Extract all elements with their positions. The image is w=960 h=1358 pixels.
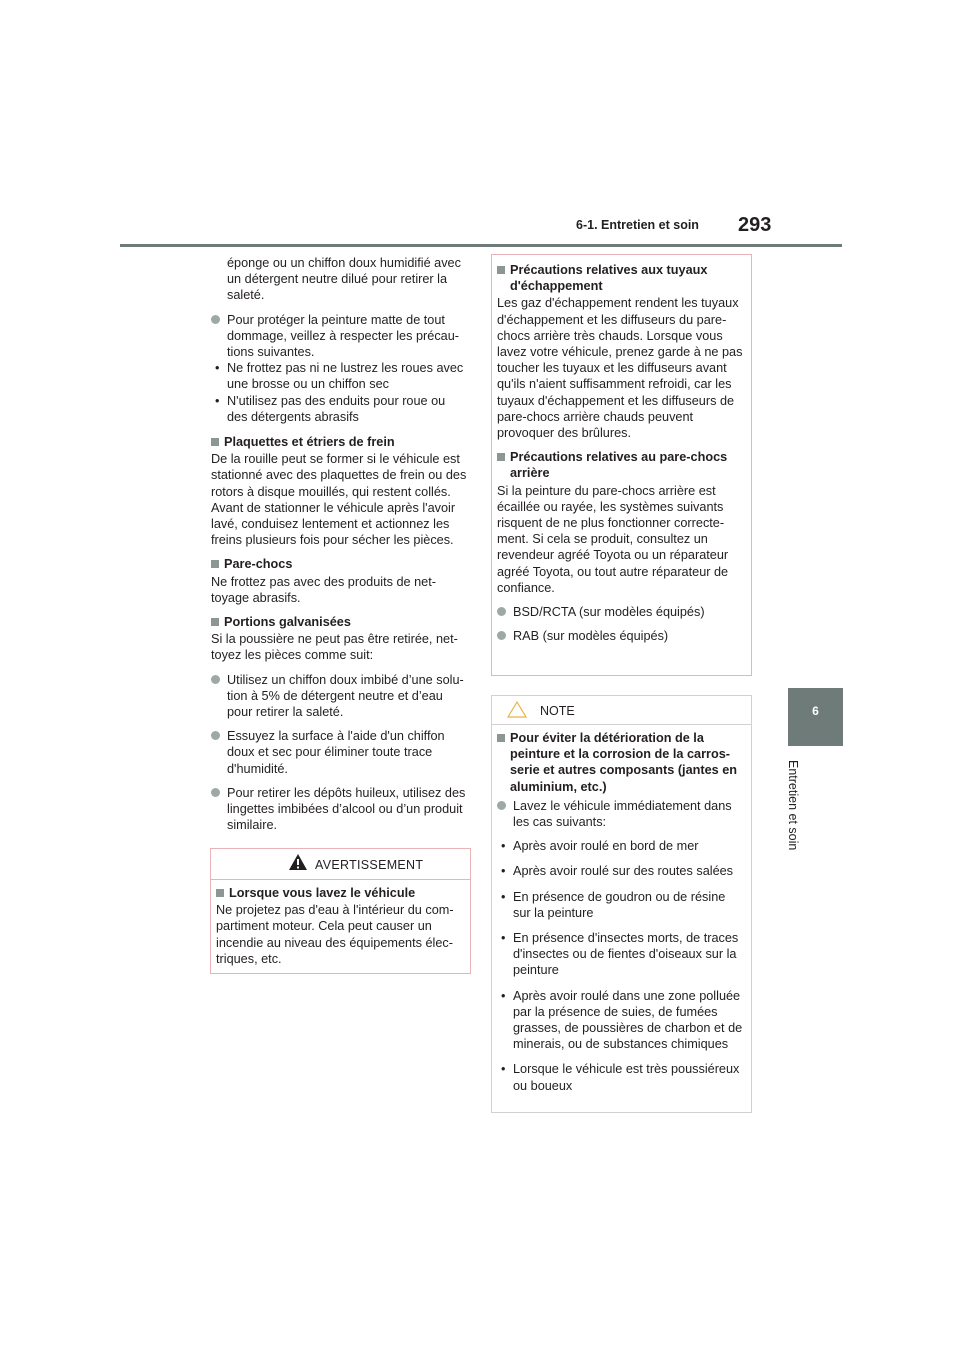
chapter-tab-label [786, 760, 806, 880]
left-column [211, 255, 469, 842]
warning-text: Ne projetez pas d'eau à l'intérieur du compartiment moteur. Cela peut causer un incendie au niveau des équipements électriques, etc. [216, 903, 454, 966]
dash-marker-icon: • [501, 839, 506, 854]
warning-box-title: AVERTISSEMENT [211, 849, 470, 880]
note-case-2: • Après avoir roulé sur des routes salées [501, 864, 734, 879]
precaution-bullet-1: BSD/RCTA (sur modèles équipés) [497, 604, 746, 620]
rear-bumper-heading: Précautions relatives au pare-chocs arrière [497, 449, 746, 481]
galvanized-bullet-1: Utilisez un chiffon doux imbibé d’une solution à 5% de détergent neutre et d’eau pour retirer la saleté. [211, 672, 469, 721]
note-box-title: NOTE [492, 696, 751, 725]
bullet-dot-icon [497, 801, 506, 810]
page-number: 293 [738, 214, 772, 236]
exhaust-text: Les gaz d'échappement rendent les tuyaux d'échappement et les diffuseurs du pare-chocs arrière très chauds. Lorsque vous lavez votre véhicule, prenez garde à ne pas toucher les tuyaux et les diffuseurs avant qu'ils n'aient suffisamment refroidi, car les tuyaux d'échappement et les diffuseurs de pare-chocs arrière chauds peuvent provoquer des brûlures. [497, 296, 743, 441]
bullet-dot-icon [211, 788, 220, 797]
matte-bullet: Pour protéger la peinture matte de tout dommage, veillez à respecter les précautions suivantes. [211, 312, 469, 361]
warning-triangle-icon [289, 854, 307, 870]
chapter-tab [788, 688, 843, 746]
chapter-label: Entretien et soin [786, 760, 800, 851]
square-marker-icon [211, 438, 219, 446]
intro-continuation: éponge ou un chiffon doux humidifié avec un détergent neutre dilué pour retirer la saleté. [227, 256, 461, 303]
bullet-dot-icon [211, 731, 220, 740]
square-marker-icon [211, 618, 219, 626]
dash-marker-icon: • [501, 889, 506, 904]
square-marker-icon [216, 889, 224, 897]
chapter-number: 6 [812, 704, 819, 718]
dash-marker-icon: • [215, 361, 220, 376]
note-bullet: Lavez le véhicule immédiatement dans les cas suivants: [497, 798, 746, 830]
note-case-1: • Après avoir roulé en bord de mer [501, 839, 699, 854]
header-section: 6-1. Entretien et soin [576, 218, 699, 232]
note-heading: Pour éviter la détérioration de la peinture et la corrosion de la carrosserie et autres composants (jantes en aluminium, etc.) [497, 730, 746, 795]
square-marker-icon [211, 560, 219, 568]
bullet-dot-icon [211, 675, 220, 684]
warning-box [210, 848, 471, 974]
square-marker-icon [497, 453, 505, 461]
bumpers-heading: Pare-chocs [211, 556, 469, 572]
dash-marker-icon: • [215, 393, 220, 408]
precaution-bullet-2: RAB (sur modèles équipés) [497, 628, 746, 644]
header-rule [120, 244, 842, 247]
bullet-dot-icon [497, 631, 506, 640]
galvanized-bullet-2: Essuyez la surface à l'aide d'un chiffon doux et sec pour éliminer toute trace d'humidité. [211, 728, 469, 777]
bullet-dot-icon [211, 315, 220, 324]
galvanized-text: Si la poussière ne peut pas être retirée, nettoyez les pièces comme suit: [211, 632, 458, 663]
square-marker-icon [497, 734, 505, 742]
warning-heading: Lorsque vous lavez le véhicule [216, 885, 465, 901]
dash-marker-icon: • [501, 931, 506, 946]
note-case-4: • En présence d'insectes morts, de traces d'insectes ou de fientes d'oiseaux sur la peinture [501, 931, 739, 978]
brakes-text: De la rouille peut se former si le véhicule est stationné avec des plaquettes de frein ou des rotors à disque mouillés, qui restent collés. Avant de stationner le véhicule après l'avoir lavé, conduisez lentement et actionnez les freins plusieurs fois pour sécher les pièces. [211, 452, 467, 548]
dash-marker-icon: • [501, 1062, 506, 1077]
dash-marker-icon: • [501, 988, 506, 1003]
note-case-5: • Après avoir roulé dans une zone polluée par la présence de suies, de fumées grasses, de poussières de charbon et de minerais, ou de substances chimiques [501, 988, 743, 1052]
exhaust-heading: Précautions relatives aux tuyaux d'échappement [497, 262, 746, 294]
dash-marker-icon: • [501, 864, 506, 879]
rear-bumper-text: Si la peinture du pare-chocs arrière est écaillée ou rayée, les systèmes suivants risquent de ne plus fonctionner correctement. Si cela se produit, consultez un revendeur agréé Toyota ou un réparateur agréé Toyota, ou tout autre réparateur de confiance. [497, 483, 729, 595]
square-marker-icon [497, 266, 505, 274]
note-case-3: • En présence de goudron ou de résine sur la peinture [501, 889, 726, 920]
matte-dash-2: • N'utilisez pas des enduits pour roue ou des détergents abrasifs [215, 393, 446, 424]
bullet-dot-icon [497, 607, 506, 616]
matte-dash-1: • Ne frottez pas ni ne lustrez les roues avec une brosse ou un chiffon sec [215, 361, 464, 392]
caution-triangle-icon [507, 701, 527, 718]
galvanized-bullet-3: Pour retirer les dépôts huileux, utilisez des lingettes imbibées d’alcool ou d’un produit similaire. [211, 785, 469, 834]
galvanized-heading: Portions galvanisées [211, 614, 469, 630]
note-box [491, 695, 752, 1113]
bumpers-text: Ne frottez pas avec des produits de nettoyage abrasifs. [211, 574, 436, 605]
precautions-box [491, 254, 752, 676]
brakes-heading: Plaquettes et étriers de frein [211, 434, 469, 450]
note-case-6: • Lorsque le véhicule est très poussiéreux ou boueux [501, 1062, 740, 1093]
